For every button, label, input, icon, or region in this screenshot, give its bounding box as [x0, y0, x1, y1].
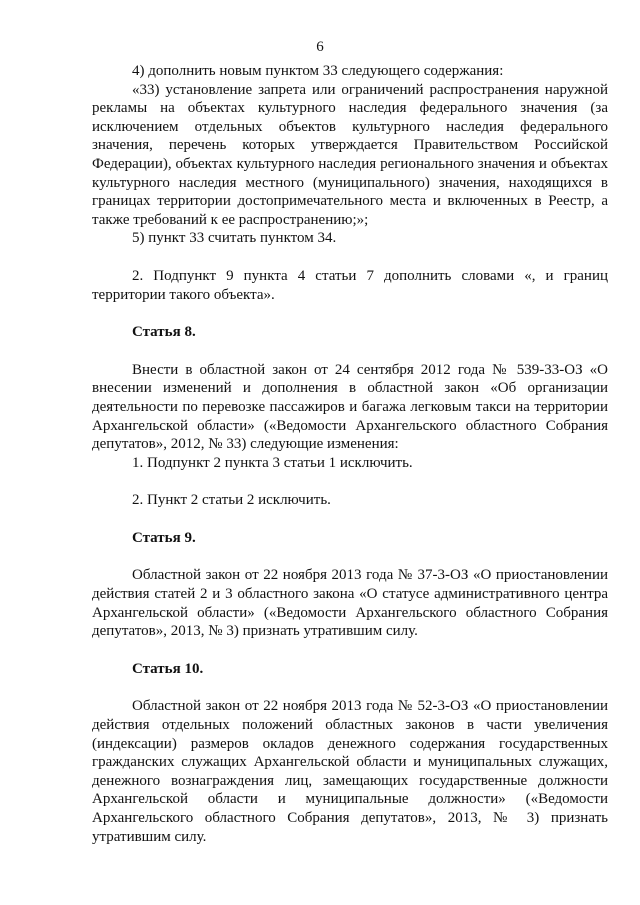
article-10-text: Областной закон от 22 ноября 2013 года № 52-3-ОЗ «О приостановлении действия отдельных положений областных законов в части увеличения (индексации) размеров окладов денежного содержания государственных гражданских служащих Архангельской области и муниципальных служащих, денежного вознаграждения лиц, замещающих государственные должности Архангельской области и муниципальные должности» («Ведомости Архангельского областного Собрания депутатов», 2013, № 3) признать утратившим силу. [92, 698, 608, 845]
amendment-item-5: 5) пункт 33 считать пунктом 34. [132, 230, 337, 247]
amendment-item-4: 4) дополнить новым пунктом 33 следующего содержания: [132, 63, 504, 79]
new-point-33-text: «33) установление запрета или ограничений распространения наружной рекламы на объектах культурного наследия федерального значения (за исключением отдельных объектов культурного наследия федерального значения, перечень которых утверждается Правительством Российской Федерации), объектах культурного наследия регионального значения и объектах культурного наследия местного (муниципального) значения, находящихся в границах территории достопримечательного места и включенных в Реестр, а также требований к ее распространению;»; [92, 81, 608, 228]
article-10-heading: Статья 10. [132, 660, 204, 677]
page-number: 6 [316, 39, 324, 55]
article-8-point-2: 2. Пункт 2 статьи 2 исключить. [132, 492, 331, 509]
article-9-heading: Статья 9. [132, 529, 196, 546]
article-8-point-1: 1. Подпункт 2 пункта 3 статьи 1 исключить. [132, 454, 413, 471]
article-9-text: Областной закон от 22 ноября 2013 года № 37-3-ОЗ «О приостановлении действия статей 2 и 3 областного закона «О статусе административного центра Архангельской области» («Ведомости Архангельского областного Собрания депутатов», 2013, № 3) признать утратившим силу. [92, 567, 608, 640]
article-8-intro: Внести в областной закон от 24 сентября 2012 года № 539-33-ОЗ «О внесении изменений и дополнения в областной закон «Об организации деятельности по перевозке пассажиров и багажа легковым такси на территории Архангельской области» («Ведомости Архангельского областного Собрания депутатов», 2012, № 33) следующие изменения: [92, 361, 608, 453]
article-7-point-2: 2. Подпункт 9 пункта 4 статьи 7 дополнить словами «, и границ территории такого объекта». [92, 267, 608, 303]
document-body [92, 62, 608, 846]
article-8-heading: Статья 8. [132, 324, 196, 341]
